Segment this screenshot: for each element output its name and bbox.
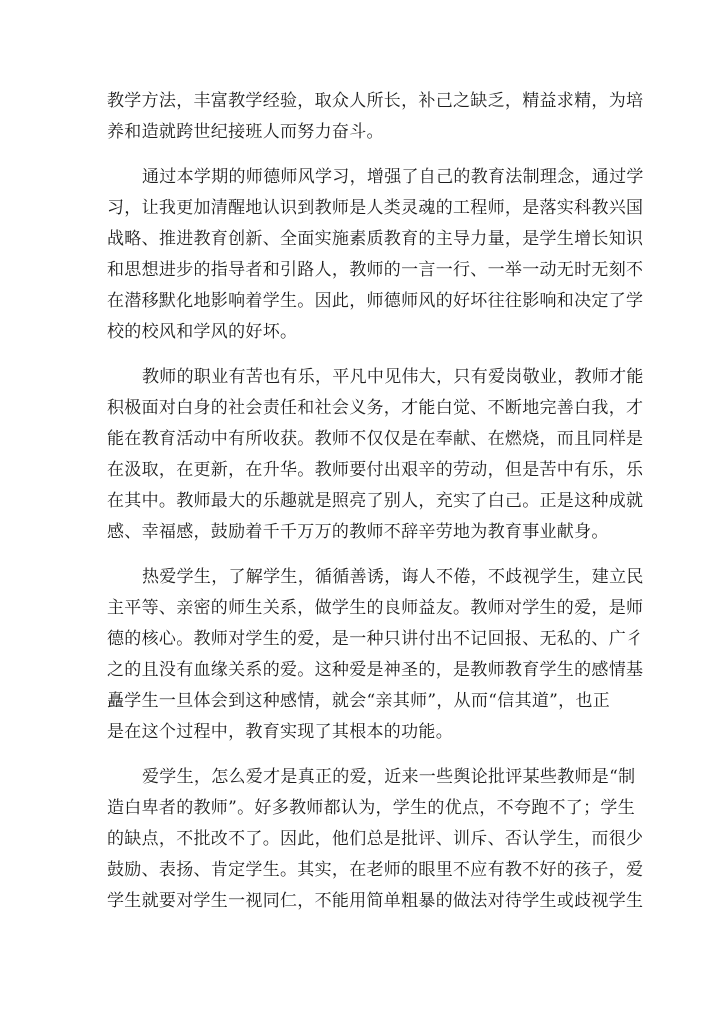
text-line: 教师的职业有苦也有乐，平凡中见伟大，只有爱岗敬业，教师才能 (142, 367, 644, 387)
text-line: 通过本学期的师德师风学习，增强了自己的教育法制理念，通过学 (142, 167, 644, 187)
text-line: 养和造就跨世纪接班人而努力奋斗。 (107, 122, 384, 142)
text-line: 鼓励、表扬、肯定学生。其实，在老师的眼里不应有教不好的孩子，爱 (107, 860, 644, 880)
text-line: 之的且没有血缘关系的爱。这种爱是神圣的，是教师教育学生的感情基 (107, 660, 644, 680)
text-line: 校的校风和学风的好坏。 (107, 322, 298, 342)
text-line: 战略、推进教育创新、全面实施素质教育的主导力量，是学生增长知识 (107, 229, 644, 249)
paragraph-4 (107, 562, 644, 748)
text-line: 积极面对白身的社会责任和社会义务，才能白觉、不断地完善白我，才 (107, 398, 644, 418)
text-line: 热爱学生，了解学生，循循善诱，诲人不倦，不歧视学生，建立民 (142, 567, 644, 587)
paragraph-2 (107, 162, 644, 348)
document-body (107, 86, 644, 917)
text-line: 矗学生一旦体会到这种感情，就会“亲其师”，从而“信其道”，也正 (107, 691, 611, 711)
paragraph-1 (107, 86, 644, 148)
text-line: 在潜移默化地影响着学生。因此，师德师风的好坏往往影响和决定了学 (107, 291, 644, 311)
text-line: 造白卑者的教师”。好多教师都认为，学生的优点，不夸跑不了；学生 (107, 798, 635, 818)
text-line: 感、幸福感，鼓励着千千万万的教师不辞辛劳地为教育事业献身。 (107, 522, 609, 542)
text-line: 和思想进步的指导者和引路人，教师的一言一行、一举一动无时无刻不 (107, 260, 644, 280)
paragraph-5 (107, 762, 644, 917)
text-line: 习，让我更加清醒地认识到教师是人类灵魂的工程师，是落实科教兴国 (107, 198, 644, 218)
text-line: 主平等、亲密的师生关系，做学生的良师益友。教师对学生的爱，是师 (107, 598, 644, 618)
text-line: 的缺点，不批改不了。因此，他们总是批评、训斥、否认学生，而很少 (107, 829, 644, 849)
text-line: 教学方法，丰富教学经验，取众人所长，补己之缺乏，精益求精，为培 (107, 91, 644, 111)
text-line: 学生就要对学生一视同仁，不能用简单粗暴的做法对待学生或歧视学生 (107, 891, 644, 911)
text-line: 德的核心。教师对学生的爱，是一种只讲付出不记回报、无私的、广彳 (107, 629, 644, 649)
text-line: 能在教育活动中有所收获。教师不仅仅是在奉献、在燃烧，而且同样是 (107, 429, 644, 449)
text-line: 在其中。教师最大的乐趣就是照亮了别人，充实了白己。正是这种成就 (107, 491, 644, 511)
text-line: 爱学生，怎么爱才是真正的爱，近来一些舆论批评某些教师是“制 (142, 767, 636, 787)
text-line: 是在这个过程中，教育实现了其根本的功能。 (107, 722, 453, 742)
paragraph-3 (107, 362, 644, 548)
text-line: 在汲取，在更新，在升华。教师要付出艰辛的劳动，但是苦中有乐，乐 (107, 460, 644, 480)
